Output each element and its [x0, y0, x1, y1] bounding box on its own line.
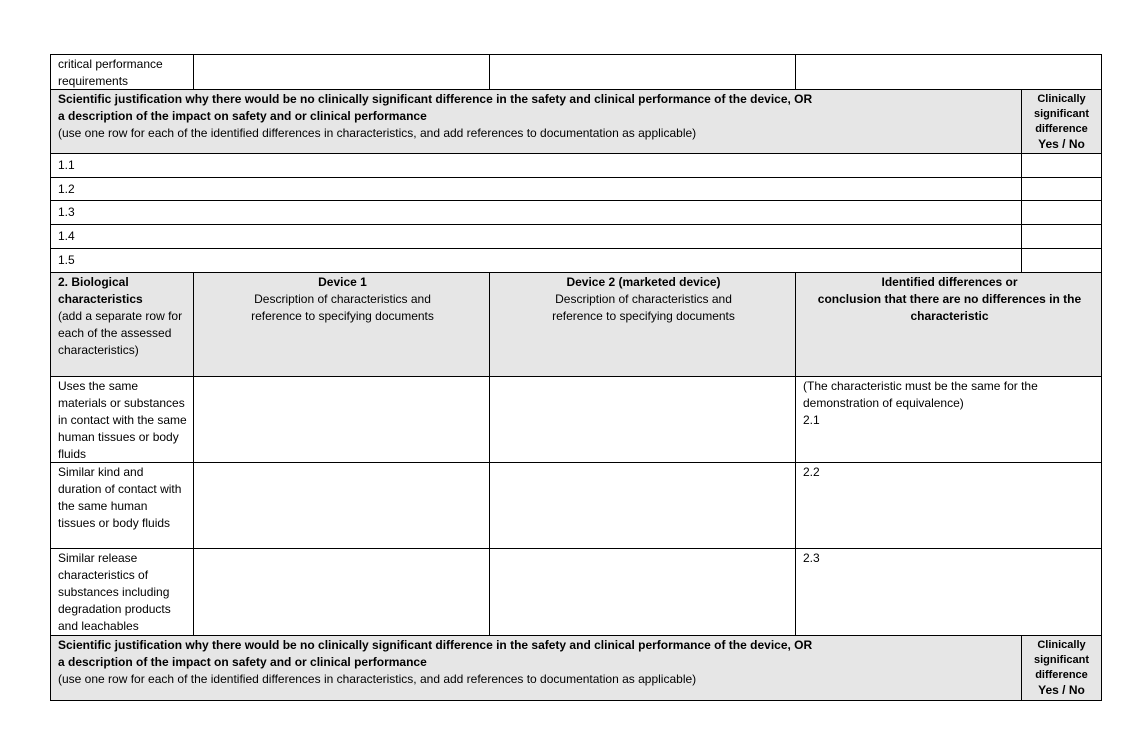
device2-value-cell[interactable] — [489, 54, 796, 90]
differences-title-3: characteristic — [910, 309, 989, 323]
characteristic-label: Similar kind and duration of contact with the same human tissues or body fluids — [58, 465, 182, 530]
differences-title-1: Identified differences or — [881, 275, 1018, 289]
device-2-cell-2-3[interactable] — [489, 548, 796, 636]
row-1-1-yes-no[interactable] — [1021, 153, 1102, 178]
differences-title-2: conclusion that there are no differences in the — [817, 292, 1082, 306]
clinically-label: Clinically — [1037, 93, 1086, 105]
row-1-1[interactable] — [50, 153, 1022, 178]
significant-label: significant — [1033, 654, 1089, 666]
device-1-cell-2-3[interactable] — [193, 548, 490, 636]
row-1-5[interactable] — [50, 248, 1022, 273]
significant-label: significant — [1033, 108, 1089, 120]
difference-cell-2-3[interactable] — [795, 548, 1102, 636]
row-number: 1.3 — [58, 205, 75, 219]
characteristic-2-2 — [50, 462, 194, 549]
justification-line-2: a description of the impact on safety and or clinical performance — [58, 655, 427, 669]
row-1-4[interactable] — [50, 224, 1022, 249]
section-2-title: 2. Biological characteristics — [58, 275, 143, 306]
criterion-label: critical performance requirements — [58, 57, 163, 88]
section-2-note: (add a separate row for each of the assessed characteristics) — [58, 309, 183, 357]
justification-line-1: Scientific justification why there would be no clinically significant difference in the safety and clinical performance of the device, OR — [58, 638, 813, 652]
clinically-label: Clinically — [1037, 639, 1086, 651]
justification-line-3: (use one row for each of the identified differences in characteristics, and add references to documentation as applicable) — [58, 126, 697, 140]
justification-header — [50, 89, 1022, 154]
reference-number: 2.2 — [803, 465, 820, 479]
reference-number: 2.3 — [803, 551, 820, 565]
device-1-desc-2: reference to specifying documents — [251, 309, 434, 323]
row-number: 1.1 — [58, 158, 75, 172]
device-1-desc-1: Description of characteristics and — [254, 292, 431, 306]
justification-header-2 — [50, 635, 1022, 701]
row-number: 1.4 — [58, 229, 75, 243]
clinically-significant-header-2 — [1021, 635, 1102, 701]
device-2-header — [489, 272, 796, 377]
device-2-title: Device 2 (marketed device) — [566, 275, 721, 289]
device-2-cell-2-2[interactable] — [489, 462, 796, 549]
identified-differences-header — [795, 272, 1102, 377]
characteristic-label: Uses the same materials or substances in contact with the same human tissues or body fluids — [58, 379, 187, 461]
row-1-3-yes-no[interactable] — [1021, 200, 1102, 225]
device-1-header — [193, 272, 490, 377]
criterion-cell — [50, 54, 194, 90]
device-1-title: Device 1 — [318, 275, 367, 289]
justification-line-3: (use one row for each of the identified differences in characteristics, and add references to documentation as applicable) — [58, 672, 697, 686]
row-number: 1.5 — [58, 253, 75, 267]
row-1-5-yes-no[interactable] — [1021, 248, 1102, 273]
row-number: 1.2 — [58, 182, 75, 196]
device1-value-cell[interactable] — [193, 54, 490, 90]
justification-line-2: a description of the impact on safety and or clinical performance — [58, 109, 427, 123]
reference-number: 2.1 — [803, 413, 820, 427]
clinically-significant-header — [1021, 89, 1102, 154]
row-1-2-yes-no[interactable] — [1021, 177, 1102, 201]
row-1-4-yes-no[interactable] — [1021, 224, 1102, 249]
equivalence-note-1: (The characteristic must be the same for the — [803, 379, 1038, 393]
difference-cell-2-2[interactable] — [795, 462, 1102, 549]
difference-label: difference — [1035, 123, 1088, 135]
device-2-desc-1: Description of characteristics and — [555, 292, 732, 306]
difference-label: difference — [1035, 669, 1088, 681]
device-2-cell-2-1[interactable] — [489, 376, 796, 463]
characteristic-2-1 — [50, 376, 194, 463]
difference-cell-2-1[interactable] — [795, 376, 1102, 463]
row-1-2[interactable] — [50, 177, 1022, 201]
biological-characteristics-header — [50, 272, 194, 377]
yes-no-label: Yes / No — [1038, 137, 1085, 151]
characteristic-label: Similar release characteristics of substances including degradation products and leachables — [58, 551, 171, 633]
characteristic-2-3 — [50, 548, 194, 636]
device-1-cell-2-1[interactable] — [193, 376, 490, 463]
difference-value-cell[interactable] — [795, 54, 1102, 90]
justification-line-1: Scientific justification why there would be no clinically significant difference in the safety and clinical performance of the device, OR — [58, 92, 813, 106]
device-1-cell-2-2[interactable] — [193, 462, 490, 549]
equivalence-note-2: demonstration of equivalence) — [803, 396, 964, 410]
device-2-desc-2: reference to specifying documents — [552, 309, 735, 323]
row-1-3[interactable] — [50, 200, 1022, 225]
yes-no-label: Yes / No — [1038, 683, 1085, 697]
